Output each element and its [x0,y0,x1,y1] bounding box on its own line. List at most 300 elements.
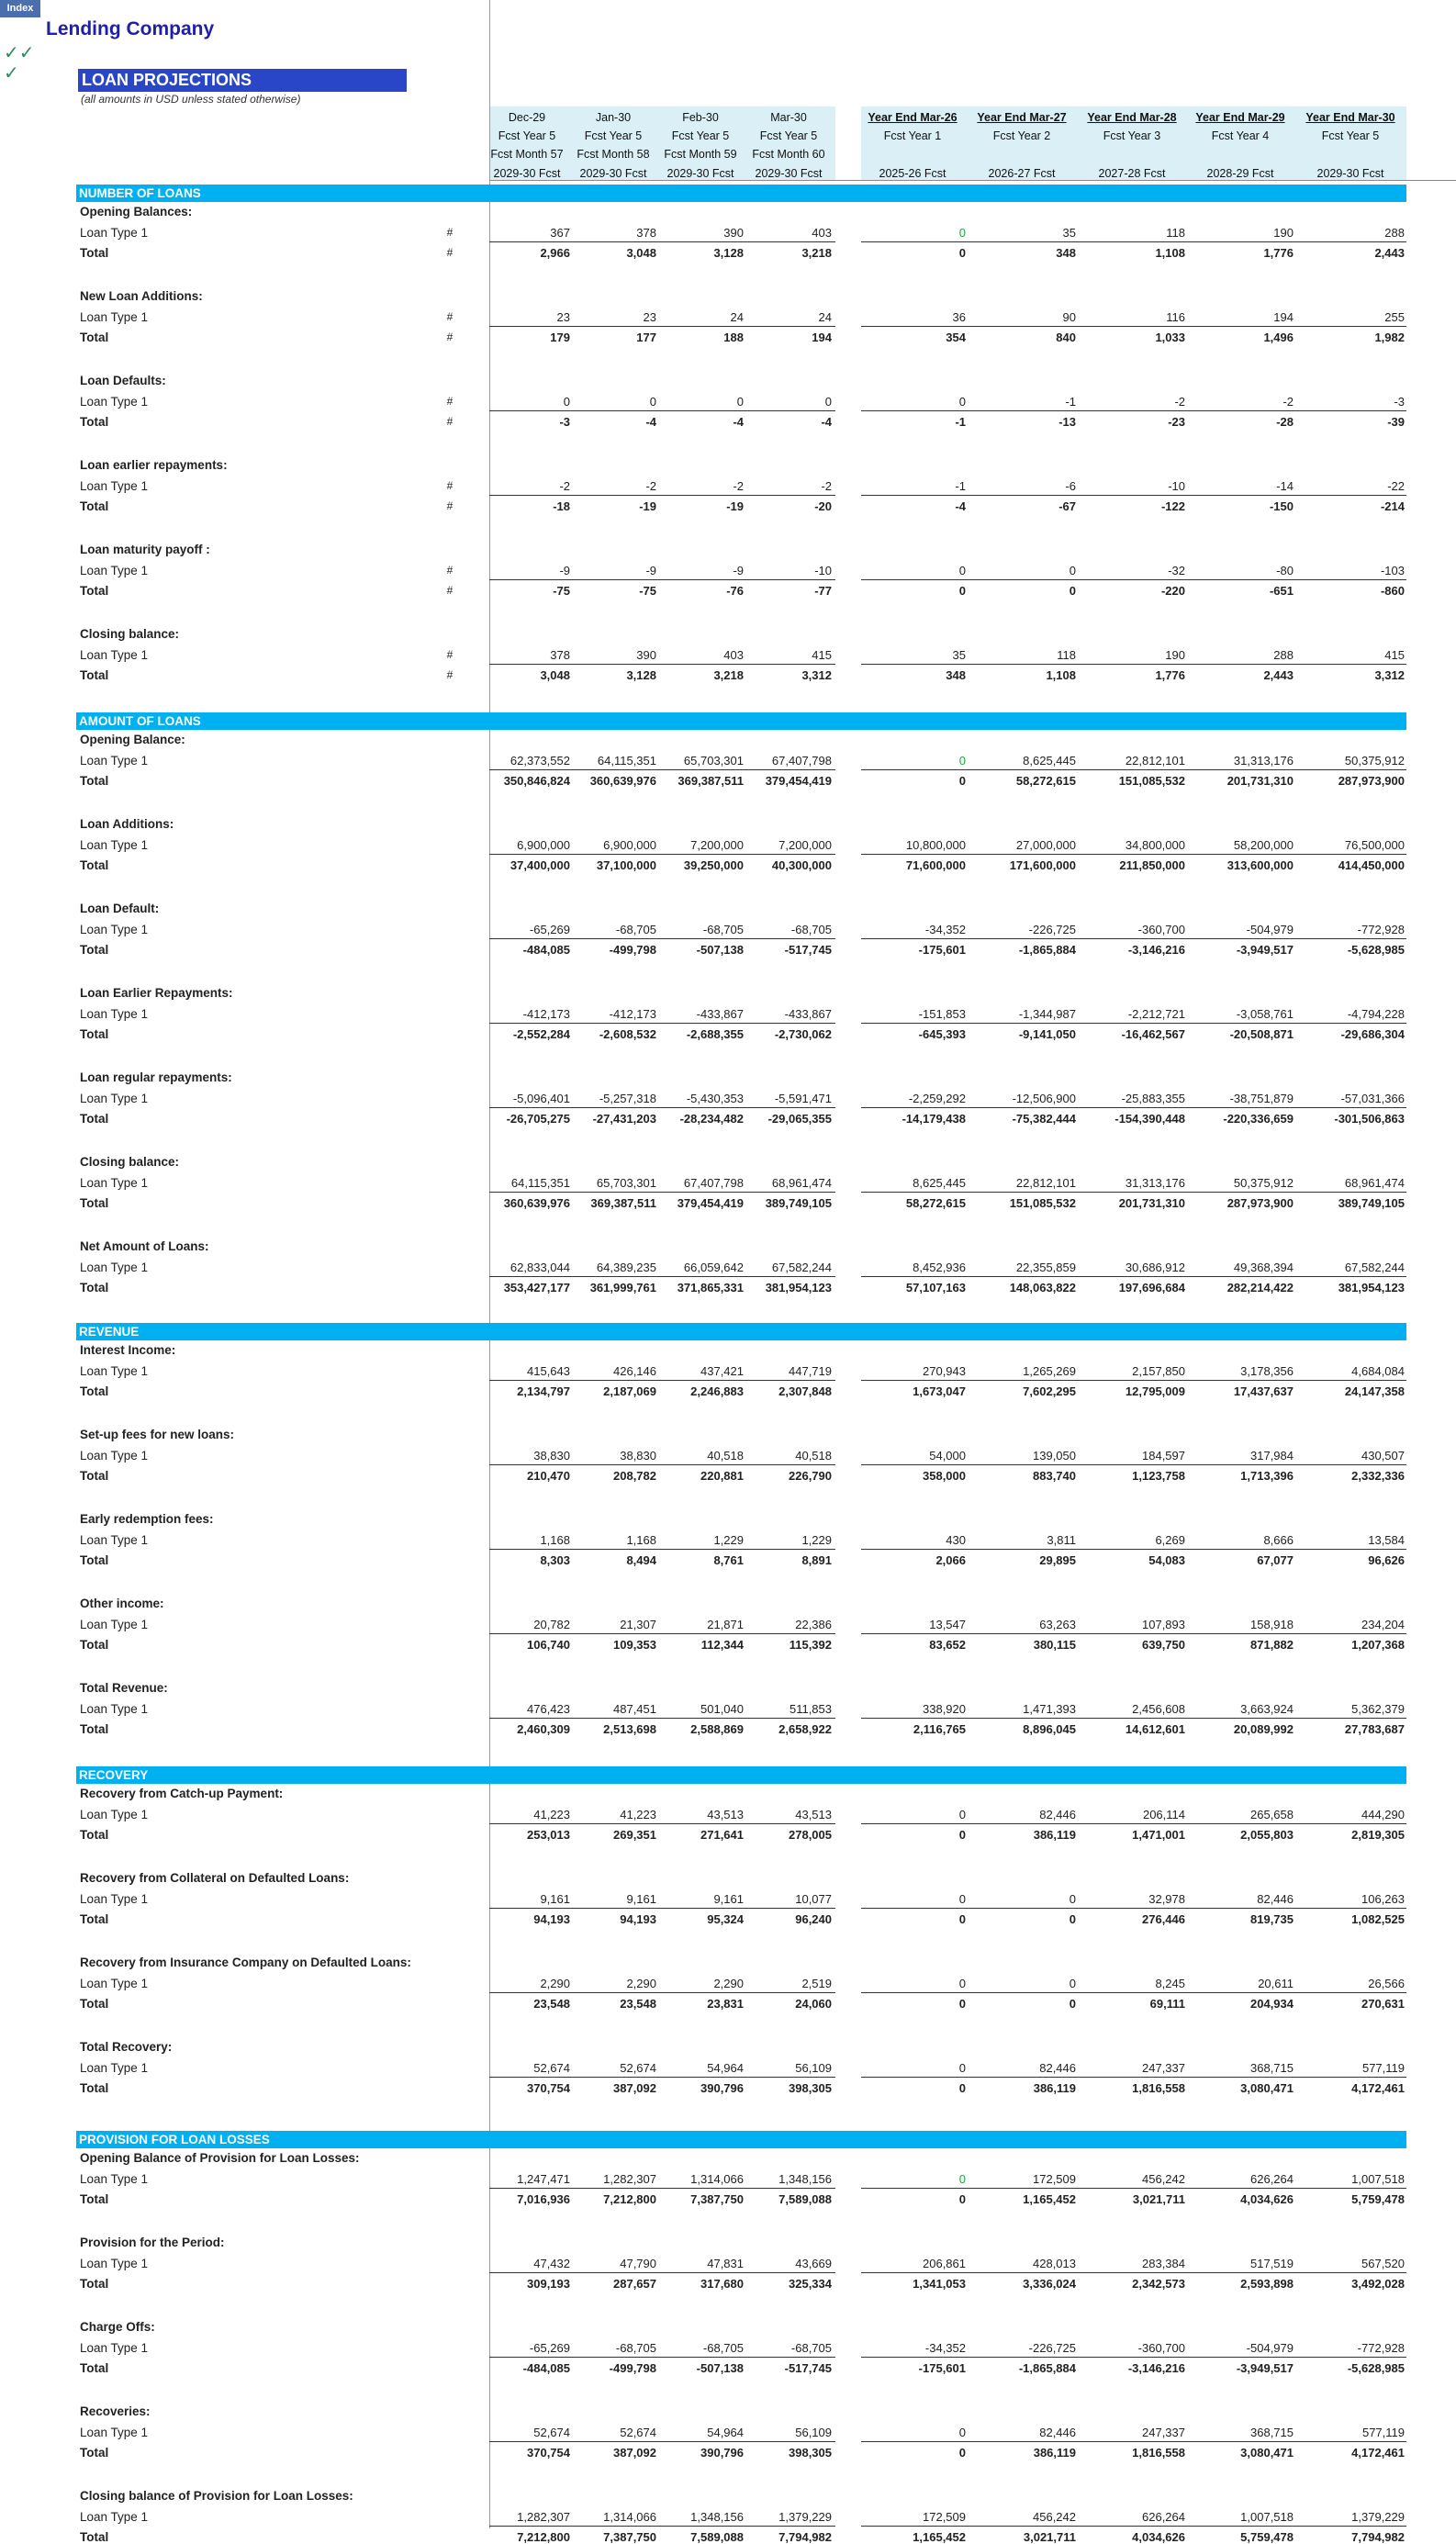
value-cell: 9,161 [540,1892,570,1906]
total-cell: 7,387,750 [603,2530,656,2544]
value-cell: -68,705 [615,2341,656,2355]
value-cell: 22,386 [795,1618,832,1631]
total-cell: 1,108 [1155,246,1185,260]
row-label-total: Total [80,858,109,872]
total-cell: 71,600,000 [905,858,966,872]
value-cell: -4,794,228 [1347,1007,1405,1021]
column-header-year: Fcst Year 5 [1321,129,1380,142]
value-cell: 50,375,912 [1233,1176,1294,1190]
total-cell: -2,688,355 [686,1027,744,1041]
total-cell: -499,798 [609,943,656,957]
value-cell: 35 [1062,226,1076,240]
total-separator-line [861,664,1406,665]
page-subtitle: (all amounts in USD unless stated otherwise) [81,93,301,106]
block-title: Recovery from Collateral on Defaulted Loans: [80,1871,350,1885]
total-cell: 0 [958,1912,966,1926]
value-cell: 0 [1069,564,1076,577]
value-cell: 118 [1057,648,1076,662]
value-cell: 1,282,307 [603,2172,656,2186]
total-cell: 369,387,511 [678,774,744,788]
total-cell: 1,207,368 [1351,1638,1405,1652]
total-cell: -18 [553,499,570,513]
total-cell: 2,187,069 [603,1384,656,1398]
total-separator-line [489,1823,835,1824]
block-title: Early redemption fees: [80,1512,214,1526]
total-cell: 1,816,558 [1132,2081,1185,2095]
row-label-loan-type-1: Loan Type 1 [80,1808,149,1821]
value-cell: 0 [824,395,832,409]
row-label-total: Total [80,499,109,513]
block-title: Loan regular repayments: [80,1070,232,1084]
value-cell: 67,582,244 [771,1261,832,1274]
total-separator-line [861,769,1406,770]
total-separator-line [489,1633,835,1634]
value-cell: 368,715 [1250,2426,1294,2439]
total-cell: 282,214,422 [1226,1281,1294,1294]
total-cell: 226,790 [789,1469,832,1483]
value-cell: 368,715 [1250,2061,1294,2075]
total-cell: 5,759,478 [1240,2530,1294,2544]
value-cell: 82,446 [1039,2061,1076,2075]
value-cell: 1,229 [713,1533,744,1547]
value-cell: 13,547 [929,1618,966,1631]
total-cell: -3,146,216 [1127,943,1185,957]
total-cell: 210,470 [527,1469,570,1483]
block-title: Opening Balance of Provision for Loan Losses: [80,2151,360,2165]
value-cell: 247,337 [1142,2061,1185,2075]
value-cell: 255 [1384,310,1405,324]
total-cell: -19 [639,499,656,513]
total-separator-line [861,1908,1406,1909]
checkmark-icon: ✓✓ [4,43,35,63]
total-cell: 3,021,711 [1023,2530,1076,2544]
column-header-fiscal-year: 2028-29 Fcst [1206,167,1274,180]
total-cell: 371,865,331 [677,1281,744,1294]
total-cell: 350,846,824 [503,774,570,788]
total-cell: -27,431,203 [592,1112,656,1126]
total-cell: 67,077 [1257,1553,1294,1567]
value-cell: 265,658 [1250,1808,1294,1821]
total-cell: 4,172,461 [1351,2446,1405,2460]
column-header-month: Fcst Month 60 [752,148,825,161]
value-cell: 0 [958,1977,966,1990]
value-cell: 415 [812,648,832,662]
total-cell: 325,334 [789,2277,832,2291]
total-cell: -67 [1058,499,1076,513]
total-cell: -75,382,444 [1012,1112,1076,1126]
total-cell: 358,000 [923,1469,966,1483]
total-cell: 3,080,471 [1240,2081,1294,2095]
value-cell: 47,831 [707,2257,744,2270]
total-cell: 96,240 [795,1912,832,1926]
total-cell: 0 [958,774,966,788]
column-header-month: Fcst Month 58 [577,148,650,161]
total-separator-line [489,241,835,242]
total-cell: -3,146,216 [1127,2361,1185,2375]
value-cell: 8,452,936 [913,1261,966,1274]
total-cell: -39 [1387,415,1405,429]
value-cell: 52,674 [620,2426,656,2439]
value-cell: -65,269 [529,2341,570,2355]
total-cell: 1,082,525 [1351,1912,1405,1926]
total-cell: 348 [946,668,966,682]
total-cell: -175,601 [918,943,966,957]
value-cell: 456,242 [1142,2172,1185,2186]
value-cell: 338,920 [923,1702,966,1716]
total-cell: 7,602,295 [1023,1384,1076,1398]
row-label-loan-type-1: Loan Type 1 [80,1533,149,1547]
value-cell: 3,663,924 [1240,1702,1294,1716]
value-cell: -2 [821,479,832,493]
value-cell: 1,348,156 [690,2510,744,2524]
total-separator-line [489,2441,835,2442]
unit-label: # [446,564,454,577]
value-cell: -103 [1380,564,1405,577]
block-title: Loan Defaults: [80,374,166,387]
value-cell: 234,204 [1361,1618,1405,1631]
row-label-total: Total [80,2192,109,2206]
unit-label: # [446,499,454,512]
total-cell: 3,128 [713,246,744,260]
value-cell: 1,314,066 [690,2172,744,2186]
value-cell: 444,290 [1361,1808,1405,1821]
total-cell: 94,193 [533,1912,570,1926]
row-label-total: Total [80,246,109,260]
total-separator-line [861,1549,1406,1550]
row-label-total: Total [80,1828,109,1842]
block-title: Total Recovery: [80,2040,173,2054]
value-cell: 8,245 [1155,1977,1185,1990]
block-title: Closing balance: [80,1155,180,1169]
value-cell: 65,703,301 [596,1176,656,1190]
value-cell: 43,513 [795,1808,832,1821]
total-separator-line [489,2526,835,2527]
value-cell: 22,812,101 [1125,754,1185,768]
total-cell: 1,123,758 [1132,1469,1185,1483]
total-cell: 398,305 [789,2081,832,2095]
unit-label: # [446,584,454,597]
value-cell: -6 [1065,479,1076,493]
total-cell: 201,731,310 [1226,774,1294,788]
column-header-year: Fcst Year 4 [1211,129,1270,142]
total-cell: 17,437,637 [1233,1384,1294,1398]
total-separator-line [861,1023,1406,1024]
total-cell: -2,552,284 [512,1027,570,1041]
total-cell: 2,246,883 [690,1384,744,1398]
value-cell: -9 [645,564,656,577]
total-cell: 27,783,687 [1344,1722,1405,1736]
value-cell: 50,375,912 [1344,754,1405,768]
total-cell: -154,390,448 [1114,1112,1185,1126]
total-cell: -301,506,863 [1334,1112,1405,1126]
value-cell: 206,114 [1142,1808,1185,1821]
total-cell: 40,300,000 [771,858,832,872]
total-cell: -5,628,985 [1347,2361,1405,2375]
total-cell: 871,882 [1250,1638,1294,1652]
total-cell: 313,600,000 [1226,858,1294,872]
value-cell: -68,705 [790,923,832,936]
total-cell: -4 [645,415,656,429]
value-cell: -2 [733,479,744,493]
unit-label: # [446,395,454,408]
value-cell: 107,893 [1142,1618,1185,1631]
total-cell: 0 [1069,584,1076,598]
row-label-total: Total [80,1384,109,1398]
total-separator-line [861,1192,1406,1193]
column-header-year: Fcst Year 1 [883,129,942,142]
total-cell: -175,601 [918,2361,966,2375]
total-cell: 353,427,177 [503,1281,570,1294]
row-label-total: Total [80,1638,109,1652]
total-cell: 253,013 [527,1828,570,1842]
total-cell: -3 [559,415,570,429]
row-label-total: Total [80,774,109,788]
value-cell: 1,314,066 [603,2510,656,2524]
value-cell: -5,430,353 [686,1092,744,1105]
block-title: Other income: [80,1597,164,1610]
total-cell: 5,759,478 [1351,2192,1405,2206]
value-cell: 501,040 [700,1702,744,1716]
value-cell: 626,264 [1142,2510,1185,2524]
total-cell: 201,731,310 [1118,1196,1185,1210]
value-cell: 13,584 [1368,1533,1405,1547]
total-cell: 2,460,309 [517,1722,570,1736]
total-cell: 37,100,000 [596,858,656,872]
row-label-total: Total [80,1722,109,1736]
value-cell: 270,943 [923,1364,966,1378]
value-cell: -68,705 [615,923,656,936]
value-cell: -412,173 [609,1007,656,1021]
total-separator-line [489,1023,835,1024]
total-cell: -645,393 [918,1027,966,1041]
total-cell: 369,387,511 [590,1196,656,1210]
value-cell: -360,700 [1137,2341,1185,2355]
value-cell: 30,686,912 [1125,1261,1185,1274]
total-cell: 1,713,396 [1240,1469,1294,1483]
value-cell: 41,223 [533,1808,570,1821]
column-header-year-end: Year End Mar-27 [977,111,1067,124]
total-cell: 3,492,028 [1351,2277,1405,2291]
total-cell: 287,973,900 [1226,1196,1294,1210]
total-cell: 386,119 [1033,2446,1076,2460]
total-cell: 188 [723,331,744,344]
row-label-loan-type-1: Loan Type 1 [80,2172,149,2186]
total-cell: 7,589,088 [690,2530,744,2544]
value-cell: 577,119 [1361,2061,1405,2075]
row-label-total: Total [80,668,109,682]
total-cell: 0 [958,584,966,598]
total-cell: 3,021,711 [1132,2192,1185,2206]
value-cell: -68,705 [790,2341,832,2355]
value-cell: 20,782 [533,1618,570,1631]
row-label-loan-type-1: Loan Type 1 [80,564,149,577]
value-cell: 8,625,445 [1023,754,1076,768]
total-cell: 37,400,000 [510,858,570,872]
value-cell: 1,168 [540,1533,570,1547]
value-cell: 21,871 [707,1618,744,1631]
value-cell: -433,867 [696,1007,744,1021]
value-cell: 390 [636,648,656,662]
total-cell: -9,141,050 [1018,1027,1076,1041]
block-title: Opening Balances: [80,205,193,219]
total-cell: 0 [958,2081,966,2095]
value-cell: 6,269 [1155,1533,1185,1547]
total-cell: 269,351 [613,1828,656,1842]
value-cell: 38,830 [620,1449,656,1463]
total-cell: -484,085 [522,943,570,957]
value-cell: 1,471,393 [1023,1702,1076,1716]
block-title: Net Amount of Loans: [80,1239,209,1253]
value-cell: 626,264 [1250,2172,1294,2186]
row-label-loan-type-1: Loan Type 1 [80,648,149,662]
value-cell: -9 [733,564,744,577]
index-tab[interactable]: Index [0,0,40,17]
row-label-loan-type-1: Loan Type 1 [80,2061,149,2075]
unit-label: # [446,226,454,239]
total-cell: -517,745 [784,2361,832,2375]
unit-label: # [446,246,454,259]
total-separator-line [861,2188,1406,2189]
row-label-total: Total [80,1553,109,1567]
company-name: Lending Company [46,18,215,39]
value-cell: 437,421 [700,1364,744,1378]
value-cell: 1,168 [626,1533,656,1547]
total-cell: 360,639,976 [589,774,656,788]
value-cell: 43,513 [707,1808,744,1821]
column-header-year: Fcst Year 2 [992,129,1051,142]
total-cell: -26,705,275 [506,1112,570,1126]
total-cell: 3,312 [801,668,832,682]
value-cell: 68,961,474 [1344,1176,1405,1190]
value-cell: 1,265,269 [1023,1364,1076,1378]
row-label-loan-type-1: Loan Type 1 [80,1364,149,1378]
total-cell: 3,080,471 [1240,2446,1294,2460]
total-separator-line [861,1107,1406,1108]
total-cell: 7,589,088 [778,2192,832,2206]
total-cell: 220,881 [700,1469,744,1483]
value-cell: 7,200,000 [778,838,832,852]
total-cell: 57,107,163 [905,1281,966,1294]
total-cell: 387,092 [613,2446,656,2460]
value-cell: 2,456,608 [1132,1702,1185,1716]
value-cell: 23 [643,310,656,324]
value-cell: 194 [1273,310,1294,324]
value-cell: -3,058,761 [1236,1007,1294,1021]
value-cell: 67,407,798 [771,754,832,768]
total-separator-line [489,1192,835,1193]
value-cell: -12,506,900 [1012,1092,1076,1105]
value-cell: -80 [1276,564,1294,577]
value-cell: 0 [958,564,966,577]
value-cell: 64,389,235 [596,1261,656,1274]
unit-label: # [446,415,454,428]
value-cell: 6,900,000 [517,838,570,852]
value-cell: 65,703,301 [683,754,744,768]
total-cell: 0 [958,1828,966,1842]
total-cell: -14,179,438 [902,1112,966,1126]
total-cell: 1,165,452 [913,2530,966,2544]
total-separator-line [489,326,835,327]
total-cell: -16,462,567 [1121,1027,1185,1041]
value-cell: 1,379,229 [1351,2510,1405,2524]
value-cell: 139,050 [1033,1449,1076,1463]
value-cell: 2,290 [626,1977,656,1990]
total-cell: 3,048 [540,668,570,682]
block-title: Loan Additions: [80,817,174,831]
value-cell: 577,119 [1361,2426,1405,2439]
value-cell: 428,013 [1033,2257,1076,2270]
total-cell: -1,865,884 [1018,2361,1076,2375]
total-cell: -499,798 [609,2361,656,2375]
row-label-total: Total [80,2530,109,2544]
total-separator-line [489,2357,835,2358]
value-cell: -2 [645,479,656,493]
total-separator-line [489,1107,835,1108]
value-cell: 54,964 [707,2061,744,2075]
total-cell: 197,696,684 [1118,1281,1185,1294]
value-cell: 190 [1165,648,1185,662]
value-cell: 403 [723,648,744,662]
block-title: Closing balance: [80,627,180,641]
total-cell: 29,895 [1039,1553,1076,1567]
column-header-fiscal-year: 2029-30 Fcst [493,167,561,180]
value-cell: 67,582,244 [1344,1261,1405,1274]
value-cell: 158,918 [1250,1618,1294,1631]
row-label-total: Total [80,943,109,957]
total-separator-line [861,2077,1406,2078]
value-cell: 40,518 [707,1449,744,1463]
value-cell: 9,161 [713,1892,744,1906]
column-header-fiscal-year: 2029-30 Fcst [666,167,734,180]
total-cell: 8,761 [713,1553,744,1567]
row-label-loan-type-1: Loan Type 1 [80,838,149,852]
row-label-loan-type-1: Loan Type 1 [80,923,149,936]
value-cell: 288 [1384,226,1405,240]
total-separator-line [489,1464,835,1465]
total-cell: -4 [821,415,832,429]
total-cell: 387,092 [613,2081,656,2095]
value-cell: -2 [1174,395,1185,409]
column-header-date: Feb-30 [682,111,719,124]
total-separator-line [861,938,1406,939]
value-cell: 1,247,471 [517,2172,570,2186]
total-cell: 0 [958,2192,966,2206]
total-cell: 24,060 [795,1997,832,2011]
total-separator-line [861,2272,1406,2273]
total-cell: 23,548 [533,1997,570,2011]
total-cell: -77 [814,584,832,598]
unit-label: # [446,310,454,323]
value-cell: 5,362,379 [1351,1702,1405,1716]
value-cell: 1,007,518 [1240,2510,1294,2524]
value-cell: -2 [559,479,570,493]
total-cell: 39,250,000 [683,858,744,872]
total-cell: 1,776 [1263,246,1294,260]
value-cell: 0 [958,1892,966,1906]
total-separator-line [489,1908,835,1909]
total-cell: -507,138 [696,943,744,957]
value-cell: 35 [952,648,966,662]
value-cell: 52,674 [620,2061,656,2075]
total-cell: 8,494 [626,1553,656,1567]
block-title: Provision for the Period: [80,2236,225,2249]
total-cell: -1 [955,415,966,429]
total-cell: 0 [958,1997,966,2011]
total-cell: 819,735 [1250,1912,1294,1926]
header-divider [489,180,1456,181]
total-cell: 381,954,123 [765,1281,832,1294]
total-cell: 7,387,750 [690,2192,744,2206]
